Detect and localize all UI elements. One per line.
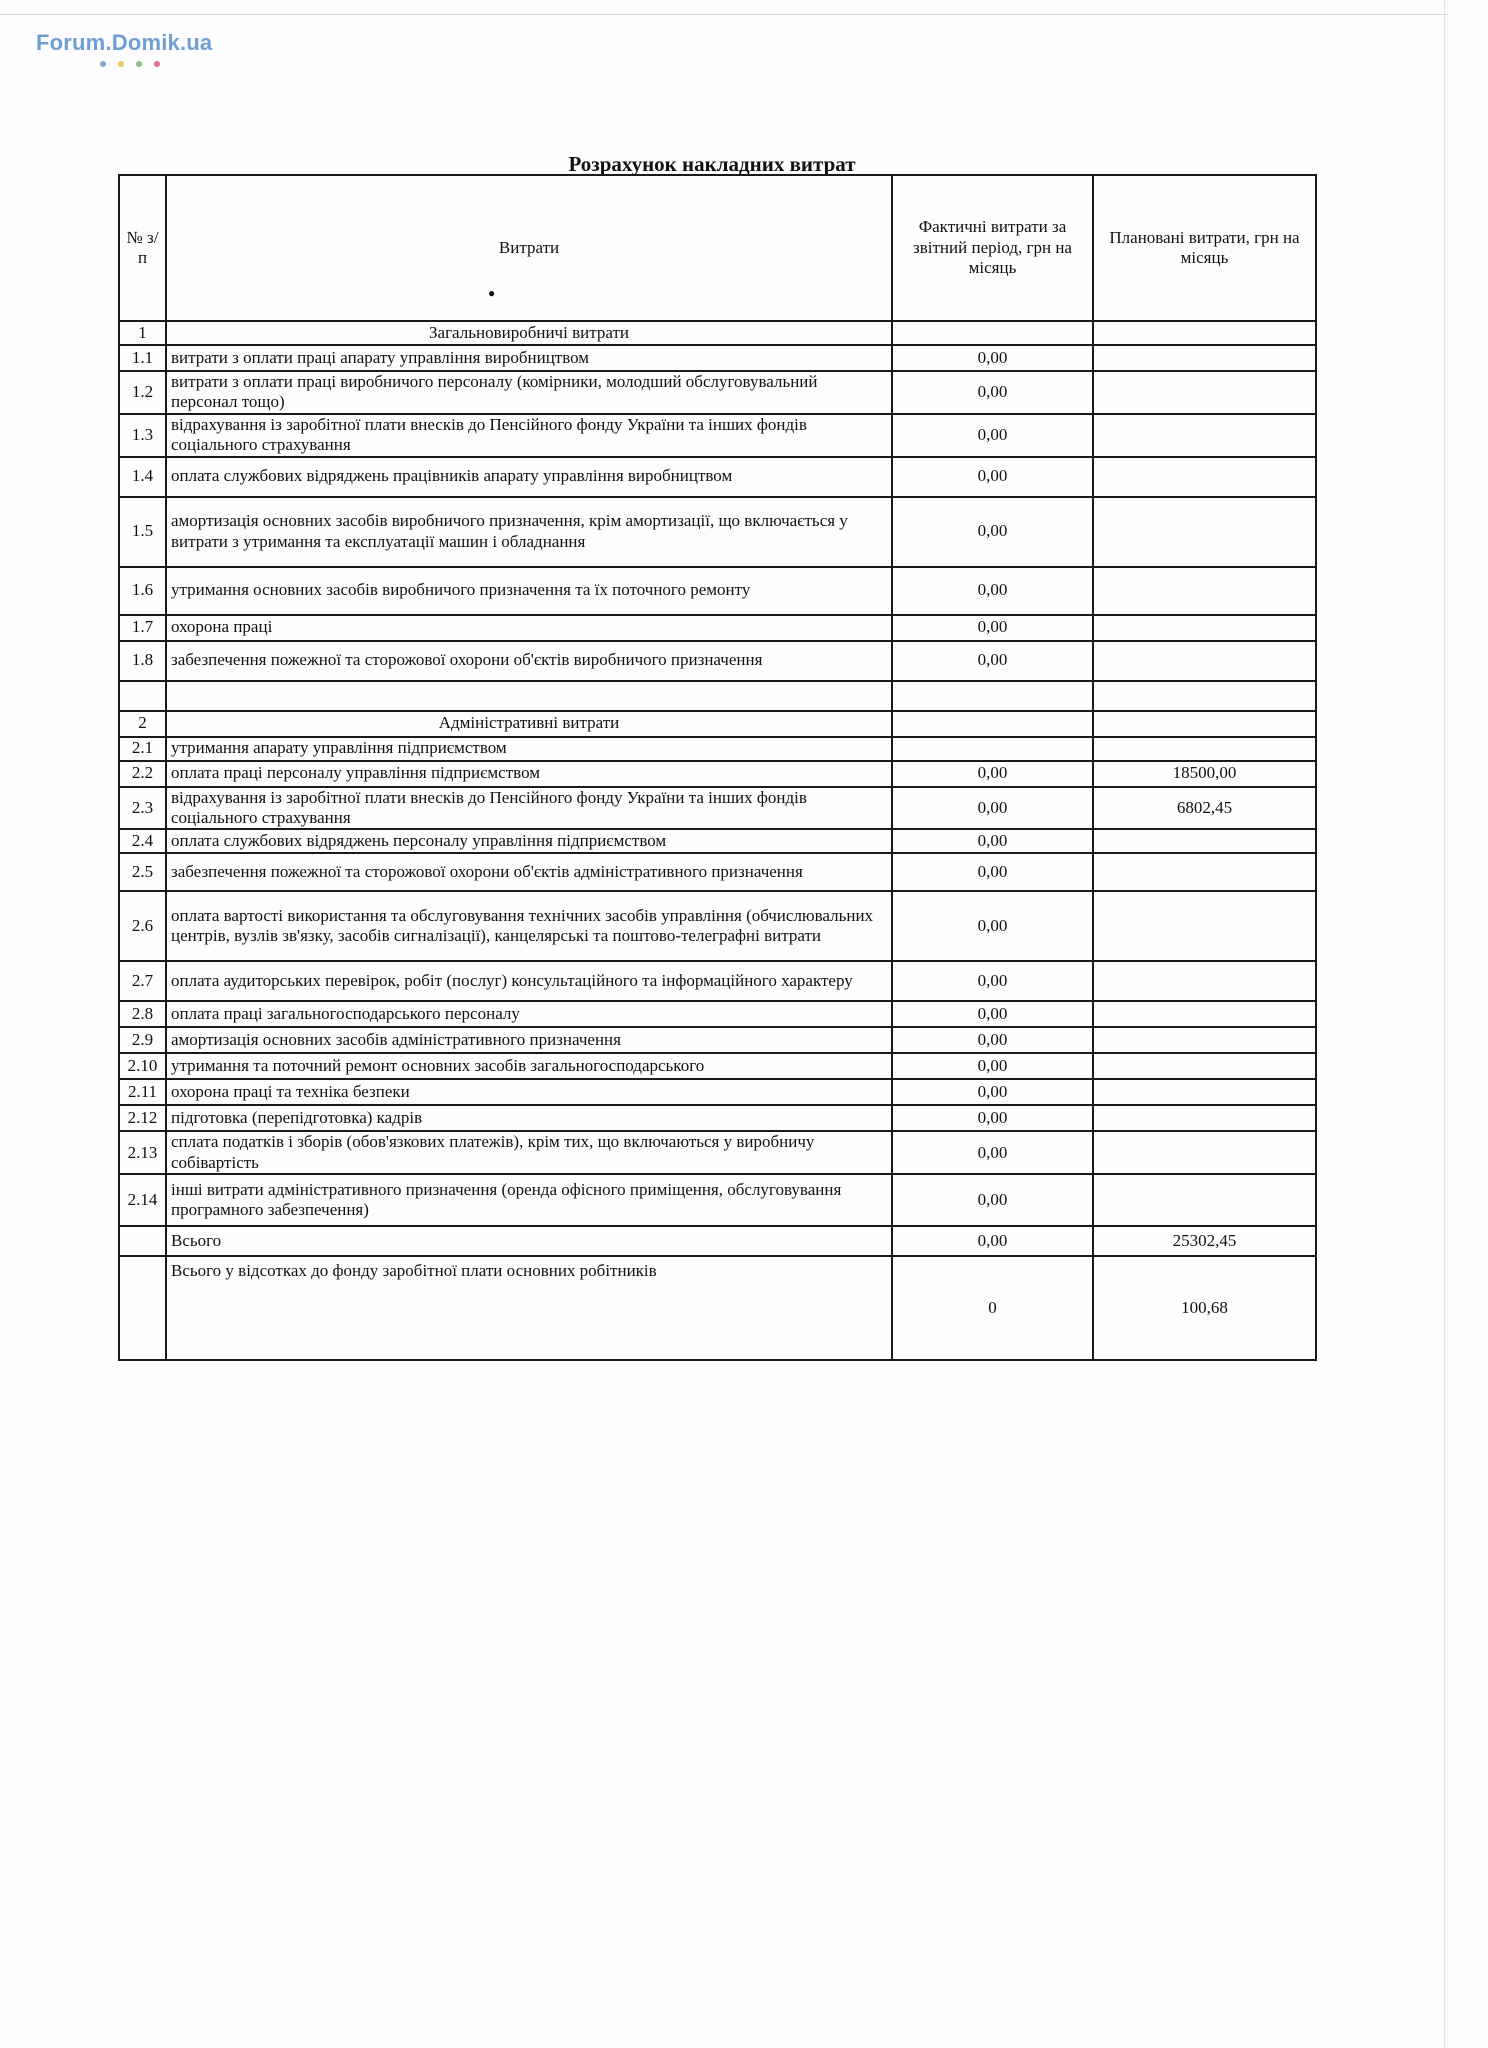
- table-row: [119, 615, 1316, 641]
- row-number: 2.8: [119, 1001, 166, 1027]
- percent-label: Всього у відсотках до фонду заробітної плати основних робітників: [166, 1256, 892, 1360]
- row-number: 2.9: [119, 1027, 166, 1053]
- row-label: оплата службових відряджень персоналу управління підприємством: [166, 829, 892, 853]
- row-planned: [1093, 961, 1316, 1001]
- row-number: 1.3: [119, 414, 166, 457]
- row-planned: 18500,00: [1093, 761, 1316, 787]
- table-row: [119, 829, 1316, 853]
- row-actual: 0,00: [892, 414, 1093, 457]
- row-number: 2.14: [119, 1174, 166, 1226]
- row-label: витрати з оплати праці апарату управління виробництвом: [166, 345, 892, 371]
- row-planned: [1093, 414, 1316, 457]
- row-label: охорона праці та техніка безпеки: [166, 1079, 892, 1105]
- section-number: 2: [119, 711, 166, 737]
- row-actual: [892, 737, 1093, 761]
- table-row: [119, 1174, 1316, 1226]
- right-edge-line: [1444, 0, 1445, 2048]
- row-planned: [1093, 1053, 1316, 1079]
- row-label: утримання та поточний ремонт основних засобів загальногосподарського: [166, 1053, 892, 1079]
- row-planned: [1093, 737, 1316, 761]
- row-label: забезпечення пожежної та сторожової охорони об'єктів адміністративного призначення: [166, 853, 892, 891]
- row-actual: 0,00: [892, 761, 1093, 787]
- watermark-logo: Forum.Domik.ua: [36, 30, 213, 55]
- row-actual: 0,00: [892, 1079, 1093, 1105]
- table-row: [119, 787, 1316, 830]
- watermark-dot: [154, 61, 160, 67]
- row-number: 2.12: [119, 1105, 166, 1131]
- table-row: [119, 761, 1316, 787]
- row-number: 1.8: [119, 641, 166, 681]
- row-label: амортизація основних засобів адміністративного призначення: [166, 1027, 892, 1053]
- table-row: [119, 414, 1316, 457]
- header-actual: Фактичні витрати за звітний період, грн на місяць: [892, 175, 1093, 321]
- header-number: № з/п: [119, 175, 166, 321]
- row-planned: [1093, 891, 1316, 961]
- table-row: [119, 345, 1316, 371]
- row-actual: 0,00: [892, 641, 1093, 681]
- table-row: [119, 457, 1316, 497]
- row-planned: [1093, 497, 1316, 567]
- row-planned: [1093, 567, 1316, 615]
- row-actual: 0,00: [892, 1105, 1093, 1131]
- table-row: [119, 497, 1316, 567]
- table-row: [119, 641, 1316, 681]
- watermark-dots: [100, 61, 160, 67]
- table-row: [119, 1053, 1316, 1079]
- row-planned: [1093, 1174, 1316, 1226]
- row-label: оплата праці загальногосподарського персоналу: [166, 1001, 892, 1027]
- row-number: 2.4: [119, 829, 166, 853]
- row-actual: 0,00: [892, 457, 1093, 497]
- row-number: 1.7: [119, 615, 166, 641]
- table-row: [119, 1001, 1316, 1027]
- row-planned: [1093, 853, 1316, 891]
- row-number: 2.3: [119, 787, 166, 830]
- row-actual: 0,00: [892, 1027, 1093, 1053]
- row-label: оплата аудиторських перевірок, робіт (послуг) консультаційного та інформаційного характеру: [166, 961, 892, 1001]
- row-label: сплата податків і зборів (обов'язкових платежів), крім тих, що включаються у виробничу собівартість: [166, 1131, 892, 1174]
- row-actual: 0,00: [892, 1053, 1093, 1079]
- watermark-dot: [136, 61, 142, 67]
- table-row: [119, 1079, 1316, 1105]
- table-row: [119, 1131, 1316, 1174]
- section-actual: [892, 711, 1093, 737]
- row-number: 2.2: [119, 761, 166, 787]
- row-actual: 0,00: [892, 1174, 1093, 1226]
- row-actual: 0,00: [892, 371, 1093, 414]
- section-number: 1: [119, 321, 166, 345]
- table-row: [119, 1105, 1316, 1131]
- row-label: підготовка (перепідготовка) кадрів: [166, 1105, 892, 1131]
- row-planned: [1093, 1001, 1316, 1027]
- row-actual: 0,00: [892, 345, 1093, 371]
- row-actual: 0,00: [892, 829, 1093, 853]
- row-actual: 0,00: [892, 1001, 1093, 1027]
- row-planned: [1093, 1105, 1316, 1131]
- row-planned: [1093, 829, 1316, 853]
- row-actual: 0,00: [892, 497, 1093, 567]
- table-body: [119, 321, 1316, 1360]
- row-label: оплата вартості використання та обслуговування технічних засобів управління (обчислювальних центрів, вузлів зв'язку, засобів сигналізації), канцелярські та поштово-телеграфні витрати: [166, 891, 892, 961]
- row-actual: 0,00: [892, 1131, 1093, 1174]
- percent-number: [119, 1256, 166, 1360]
- row-label: утримання апарату управління підприємством: [166, 737, 892, 761]
- row-number: 2.1: [119, 737, 166, 761]
- row-planned: [1093, 641, 1316, 681]
- row-number: 1.4: [119, 457, 166, 497]
- table-row: [119, 371, 1316, 414]
- table-row: [119, 1027, 1316, 1053]
- spacer-row: [119, 681, 1316, 711]
- table-row: [119, 737, 1316, 761]
- table-row: [119, 961, 1316, 1001]
- percent-row: [119, 1256, 1316, 1360]
- row-label: забезпечення пожежної та сторожової охорони об'єктів виробничого призначення: [166, 641, 892, 681]
- section-title: Адміністративні витрати: [166, 711, 892, 737]
- row-number: 1.1: [119, 345, 166, 371]
- row-planned: [1093, 1079, 1316, 1105]
- row-label: відрахування із заробітної плати внесків до Пенсійного фонду України та інших фондів соціального страхування: [166, 787, 892, 830]
- row-label: охорона праці: [166, 615, 892, 641]
- bullet-mark: ●: [488, 286, 496, 300]
- spacer-cell: [166, 681, 892, 711]
- table-row: [119, 891, 1316, 961]
- percent-planned: 100,68: [1093, 1256, 1316, 1360]
- row-actual: 0,00: [892, 853, 1093, 891]
- section-row: [119, 711, 1316, 737]
- document-title: Розрахунок накладних витрат: [568, 152, 856, 176]
- row-label: витрати з оплати праці виробничого персоналу (комірники, молодший обслуговувальний персонал тощо): [166, 371, 892, 414]
- section-actual: [892, 321, 1093, 345]
- table-row: [119, 853, 1316, 891]
- row-actual: 0,00: [892, 891, 1093, 961]
- row-planned: [1093, 615, 1316, 641]
- percent-actual: 0: [892, 1256, 1093, 1360]
- row-number: 2.5: [119, 853, 166, 891]
- row-actual: 0,00: [892, 567, 1093, 615]
- row-label: утримання основних засобів виробничого призначення та їх поточного ремонту: [166, 567, 892, 615]
- row-number: 1.2: [119, 371, 166, 414]
- total-row: [119, 1226, 1316, 1256]
- row-actual: 0,00: [892, 615, 1093, 641]
- watermark-dot: [100, 61, 106, 67]
- watermark-dot: [118, 61, 124, 67]
- row-planned: [1093, 1027, 1316, 1053]
- row-planned: [1093, 345, 1316, 371]
- row-planned: 6802,45: [1093, 787, 1316, 830]
- spacer-cell: [892, 681, 1093, 711]
- header-planned: Плановані витрати, грн на місяць: [1093, 175, 1316, 321]
- header-expenses: [166, 175, 892, 321]
- row-label: відрахування із заробітної плати внесків до Пенсійного фонду України та інших фондів соціального страхування: [166, 414, 892, 457]
- table-header-row: [119, 175, 1316, 321]
- row-number: 2.11: [119, 1079, 166, 1105]
- section-planned: [1093, 321, 1316, 345]
- overhead-costs-table: [118, 174, 1317, 1361]
- row-planned: [1093, 371, 1316, 414]
- row-number: 2.10: [119, 1053, 166, 1079]
- total-label: Всього: [166, 1226, 892, 1256]
- section-title: Загальновиробничі витрати: [166, 321, 892, 345]
- spacer-cell: [119, 681, 166, 711]
- section-planned: [1093, 711, 1316, 737]
- row-number: 1.6: [119, 567, 166, 615]
- spacer-cell: [1093, 681, 1316, 711]
- row-label: оплата службових відряджень працівників апарату управління виробництвом: [166, 457, 892, 497]
- row-label: амортизація основних засобів виробничого призначення, крім амортизації, що включається у витрати з утримання та експлуатації машин і обладнання: [166, 497, 892, 567]
- total-actual: 0,00: [892, 1226, 1093, 1256]
- section-row: [119, 321, 1316, 345]
- row-planned: [1093, 1131, 1316, 1174]
- top-edge-line: [0, 14, 1448, 15]
- total-number: [119, 1226, 166, 1256]
- row-number: 2.13: [119, 1131, 166, 1174]
- row-planned: [1093, 457, 1316, 497]
- header-expenses-label: Витрати: [498, 237, 560, 257]
- row-number: 2.6: [119, 891, 166, 961]
- total-planned: 25302,45: [1093, 1226, 1316, 1256]
- table-row: [119, 567, 1316, 615]
- row-actual: 0,00: [892, 961, 1093, 1001]
- row-label: оплата праці персоналу управління підприємством: [166, 761, 892, 787]
- row-number: 2.7: [119, 961, 166, 1001]
- row-label: інші витрати адміністративного призначення (оренда офісного приміщення, обслуговування програмного забезпечення): [166, 1174, 892, 1226]
- row-actual: 0,00: [892, 787, 1093, 830]
- row-number: 1.5: [119, 497, 166, 567]
